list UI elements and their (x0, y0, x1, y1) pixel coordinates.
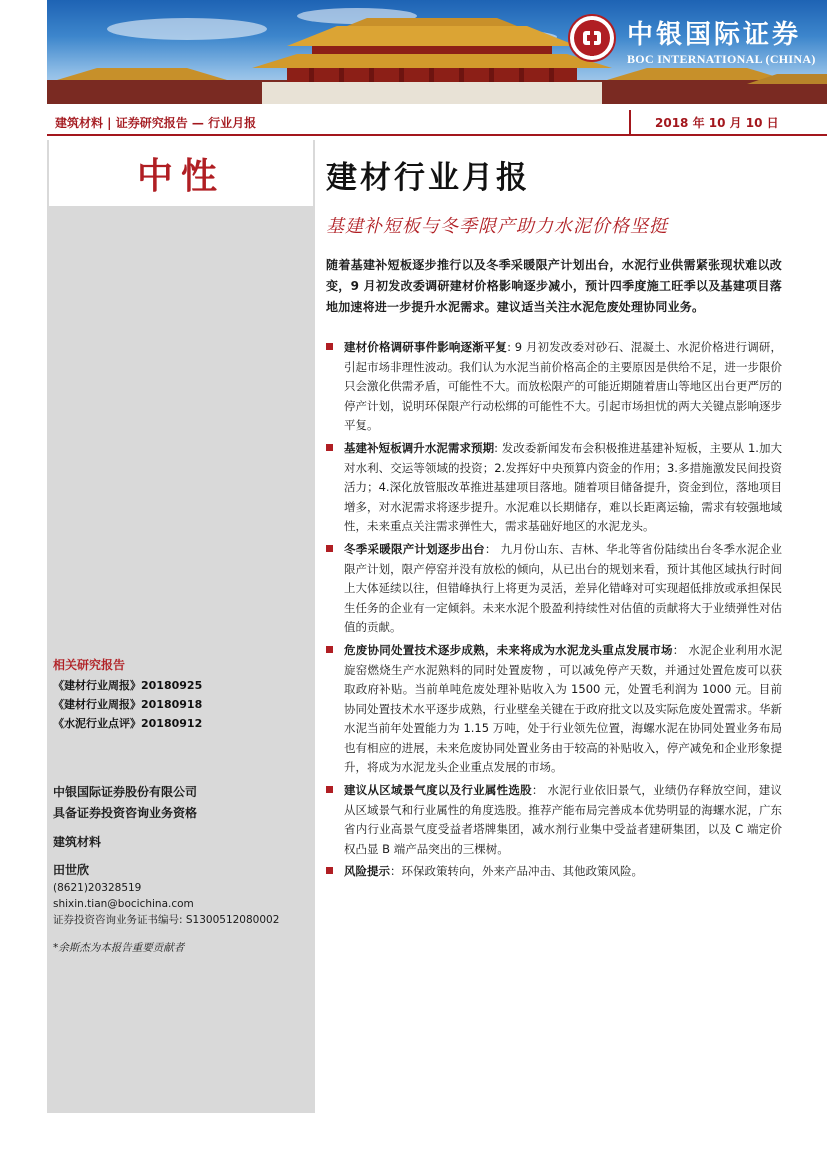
related-reports-title: 相关研究报告 (53, 658, 126, 672)
related-report-item[interactable]: 《建材行业周报》20180925 (53, 679, 203, 692)
key-point-heading: 建议从区域景气度以及行业属性选股 (344, 783, 532, 798)
key-point-body: ：环保政策转向，外来产品冲击、其他政策风险。 (390, 864, 643, 879)
report-subtitle: 基建补短板与冬季限产助力水泥价格坚挺 (326, 216, 668, 237)
key-point-heading: 危废协同处置技术逐步成熟，未来将成为水泥龙头重点发展市场 (344, 642, 673, 657)
key-point-heading: 冬季采暖限产计划逐步出台 (344, 541, 485, 556)
brand-name-en: BOC INTERNATIONAL (CHINA) (627, 52, 816, 66)
key-point-item (326, 338, 782, 436)
key-point-body: ： 水泥行业依旧景气，业绩仍存释放空间，建议从区域景气和行业属性的角度选股。推荐产能布局完善成本优势明显的海螺水泥，广东省内行业高景气度受益者塔牌集团，减水剂行业集中受益者建研集团，以及 C 端定价权凸显 B 端产品突出的三棵树。 (344, 783, 783, 856)
bullet-square-icon (326, 786, 333, 793)
report-title: 建材行业月报 (326, 160, 530, 196)
key-point-item (326, 439, 782, 537)
related-reports-list (53, 676, 202, 733)
key-point-heading: 基建补短板调升水泥需求预期 (344, 440, 495, 455)
analyst-info (53, 832, 279, 928)
brand-name-cn: 中银国际证券 (627, 20, 802, 50)
key-point-item (326, 862, 782, 882)
key-point-heading: 建材价格调研事件影响逐渐平复 (344, 340, 508, 354)
analyst-sector: 建筑材料 (53, 835, 102, 849)
key-point-body: : 9 月初发改委对砂石、混凝土、水泥价格进行调研，引起市场非理性波动。我们认为水泥当前价格高企的主要原因是供给不足，进一步限价只会激化供需矛盾，可能性不大。而放松限产的可能近期随着唐山等地区出台更严厉的停产计划，说明环保限产行动松绑的可能性不大。引起市场担忧的两大关键点影响逐步平复。 (344, 340, 783, 433)
analyst-phone: (8621)20328519 (53, 882, 142, 894)
report-date: 2018 年 10 月 10 日 (655, 116, 779, 130)
contributor-note: *余斯杰为本报告重要贡献者 (53, 942, 185, 954)
bullet-square-icon (326, 646, 333, 653)
bullet-square-icon (326, 343, 333, 350)
key-point-item (326, 540, 782, 638)
rating-label: 中性 (136, 155, 225, 197)
company-qualification: 具备证券投资咨询业务资格 (53, 806, 198, 820)
key-point-body: ： 九月份山东、吉林、华北等省份陆续出台冬季水泥企业限产计划，限产停窑并没有放松的倾向，从已出台的规划来看，预计其他区域执行时间上大体延续以往，但错峰执行上将更为灵活，差异化错峰对可实现超低排放或承担保民生任务的企业有一定倾斜。未来水泥个股盈利持续性对估值的贡献将大于业绩弹性对估值的贡献。 (344, 541, 783, 635)
company-info (53, 782, 197, 824)
key-points-list (326, 338, 782, 885)
key-point-item (326, 781, 782, 859)
bullet-square-icon (326, 867, 333, 874)
key-point-item (326, 641, 782, 778)
analyst-email[interactable]: shixin.tian@bocichina.com (53, 898, 194, 910)
analyst-license: 证券投资咨询业务证书编号: S1300512080002 (53, 914, 280, 926)
header-divider (629, 110, 631, 134)
rating-box (49, 140, 313, 206)
boc-logo-icon (568, 14, 616, 62)
analyst-name: 田世欣 (53, 863, 90, 877)
report-header-bar (47, 110, 827, 136)
related-report-item[interactable]: 《建材行业周报》20180918 (53, 698, 203, 711)
key-point-heading: 风险提示 (344, 864, 390, 879)
key-point-body: : 发改委新闻发布会积极推进基建补短板，主要从 1.加大对水利、交运等领域的投资；2.发挥好中央预算内资金的作用；3.多措施激发民间投资活力；4.深化放管服改革推进基建项目落地。随着项目储备提升，资金到位，落地项目增多，对水泥需求将逐步提升。水泥难以长期储存，难以长距离运输，需求有较强地域性，未来重点关注需求弹性大，需求基础好地区的水泥龙头。 (344, 440, 783, 534)
header-banner (47, 0, 827, 104)
related-report-item[interactable]: 《水泥行业点评》20180912 (53, 717, 203, 730)
breadcrumb: 建筑材料 | 证券研究报告 — 行业月报 (55, 116, 257, 130)
key-point-body: ： 水泥企业利用水泥旋窑燃烧生产水泥熟料的同时处置废物 ，可以减免停产天数，并通过处置危废可以获取政府补贴。当前单吨危废处理补贴收入为 1500 元，处置毛利润为 1000 元。目前协同处置技术水平逐步成熟，行业壁垒关键在于政府批文以及实际危废处置需求。华新水泥当前年处置能力为 1.15 万吨，处于行业领先位置，海螺水泥在协同处置业务布局也有相应的进展，未来危废协同处置业务由于较高的补贴收入，停产减免和企业形象提升，将成为水泥龙头企业重点发展的市场。 (344, 642, 783, 775)
report-summary: 随着基建补短板逐步推行以及冬季采暖限产计划出台，水泥行业供需紧张现状难以改变，9 月初发改委调研建材价格影响逐步减小，预计四季度施工旺季以及基建项目落地加速将进一步提升水泥需求。建议适当关注水泥危废处理协同业务。 (326, 258, 782, 314)
company-name: 中银国际证券股份有限公司 (53, 785, 198, 799)
sidebar (47, 140, 315, 1113)
bullet-square-icon (326, 545, 333, 552)
bullet-square-icon (326, 444, 333, 451)
